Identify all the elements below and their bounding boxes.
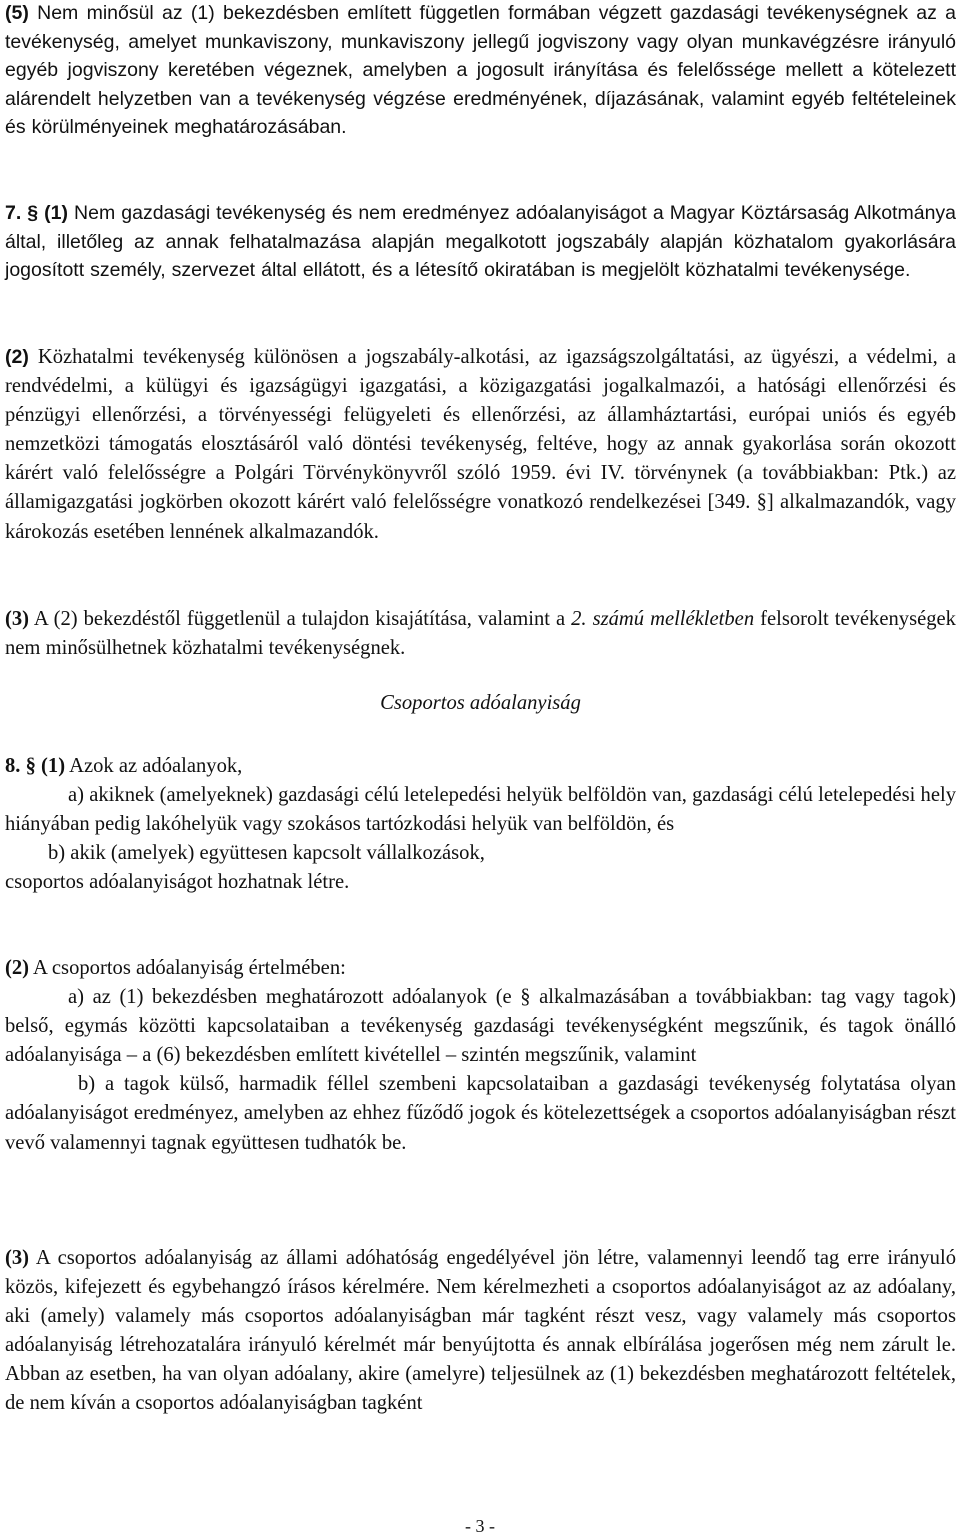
closing-text: csoportos adóalanyiságot hozhatnak létre. [5,871,350,894]
list-item-a [5,781,956,839]
paragraph-8-3 [5,1244,956,1419]
paragraph-text: Nem minősül az (1) bekezdésben említett független formában végzett gazdasági tevékenységnek az a tevékenység, amelyet munkaviszony, munkaviszony jellegű jogviszony vagy olyan munkavégzésre irányuló egyéb jogviszony keretében végeznek, amelyben a jogosult irányítása és felelőssége mellett a kötelezett alárendelt helyzetben van a tevékenység végzése eredményének, díjazásának, valamint egyéb feltételeinek és körülményeinek meghatározásában. [5,2,956,139]
paragraph-text: Nem gazdasági tevékenység és nem eredményez adóalanyiságot a Magyar Köztársaság Alkotmánya által, illetőleg az annak felhatalmazása alapján megalkotott jogszabály alapján közhatalom gyakorlására jogosított személy, szervezet által ellátott, és a létesítő okiratában is megjelölt közhatalmi tevékenysége. [5,202,957,282]
section-heading: Csoportos adóalanyiság [380,692,581,714]
intro-text: A csoportos adóalanyiság értelmében: [29,957,346,979]
paragraph-text-after: felsorolt tevékenységek nem minősülhetnek közhatalmi tevékenységnek. [5,608,956,660]
paragraph-7-3 [5,605,956,663]
item-a-text: a) az (1) bekezdésben meghatározott adóalanyok (e § alkalmazásában a továbbiakban: tag vagy tagok) belső, egymás közötti kapcsolataiban a tevékenység gazdasági tevékenységként megszűnik, és tagok önálló adóalanyisága – a (6) bekezdésben említett kivétellel – szintén megszűnik, valamint [5,986,956,1067]
list-item-b: b) akik (amelyek) együttesen kapcsolt vállalkozások, [48,842,485,865]
paragraph-number: (2) [5,346,29,368]
paragraph-8-1 [5,752,956,897]
paragraph-intro [5,954,956,983]
paragraph-text-before: A (2) bekezdéstől függetlenül a tulajdon kisajátítása, valamint a [29,608,572,630]
page-number: - 3 - [465,1516,495,1536]
paragraph-7-1 [5,199,956,285]
list-item-a [5,983,956,1070]
paragraph-number: (3) [5,608,30,630]
paragraph-text: A csoportos adóalanyiság az állami adóhatóság engedélyével jön létre, valamennyi leendő tag erre irányuló közös, kifejezett és egybehangzó írásos kérelmére. Nem kérelmezheti a csoportos adóalanyiságot az az adóalany, aki (amely) valamely más csoportos adóalanyiságban már tagként részt vesz, vagy valamely más csoportos adóalanyiság létrehozatalára irányuló kérelmét már benyújtotta és annak elbírálása jogerősen még nem zárult le. Abban az esetben, ha van olyan adóalany, akire (amelyre) teljesülnek az (1) bekezdésben meghatározott feltételek, de nem kíván a csoportos adóalanyiságban tagként [5,1247,956,1415]
item-a-text: a) akiknek (amelyeknek) gazdasági célú letelepedési helyük belföldön van, gazdasági célú letelepedési hely hiányában pedig lakóhelyük vagy szokásos tartózkodási helyük van belföldön, és [5,784,956,836]
paragraph-number: (2) [5,957,30,979]
paragraph-8-2 [5,954,956,1158]
paragraph-number: (5) [5,2,29,24]
paragraph-number: (3) [5,1247,30,1269]
item-b-text: b) a tagok külső, harmadik féllel szembeni kapcsolataiban a gazdasági tevékenység folytatása olyan adóalanyiságot eredményez, amelyben az ehhez fűződő jogok és kötelezettségek a csoportos adóalanyiságban részt vevő valamennyi tagnak együttesen tudhatók be. [5,1073,956,1154]
list-item-b [5,1070,956,1157]
paragraph-6-5 [5,0,956,142]
annex-reference: 2. számú mellékletben [571,608,755,630]
paragraph-7-2 [5,343,956,547]
paragraph-text: Közhatalmi tevékenység különösen a jogszabály-alkotási, az igazságszolgáltatási, az ügyészi, a védelmi, a rendvédelmi, a külügyi és igazságügyi igazgatási, a közigazgatási jogalkalmazói, a hatósági ellenőrzési és pénzügyi ellenőrzési, a törvényességi felügyeleti és ellenőrzési, az államháztartási, európai uniós és egyéb nemzetközi támogatás elosztásáról való döntési tevékenység, feltéve, hogy az annak gyakorlása során okozott kárért való felelősségre a Polgári Törvénykönyvről szóló 1959. évi IV. törvénynek (a továbbiakban: Ptk.) az államigazgatási jogkörben okozott kárért való felelősségre vonatkozó rendelkezései [349. §] alkalmazandók, vagy károkozás esetében lennének alkalmazandók. [5,346,956,543]
paragraph-intro [5,752,956,781]
section-number: 8. § (1) [5,755,66,777]
intro-text: Azok az adóalanyok, [65,755,243,777]
section-number: 7. § (1) [5,202,69,224]
